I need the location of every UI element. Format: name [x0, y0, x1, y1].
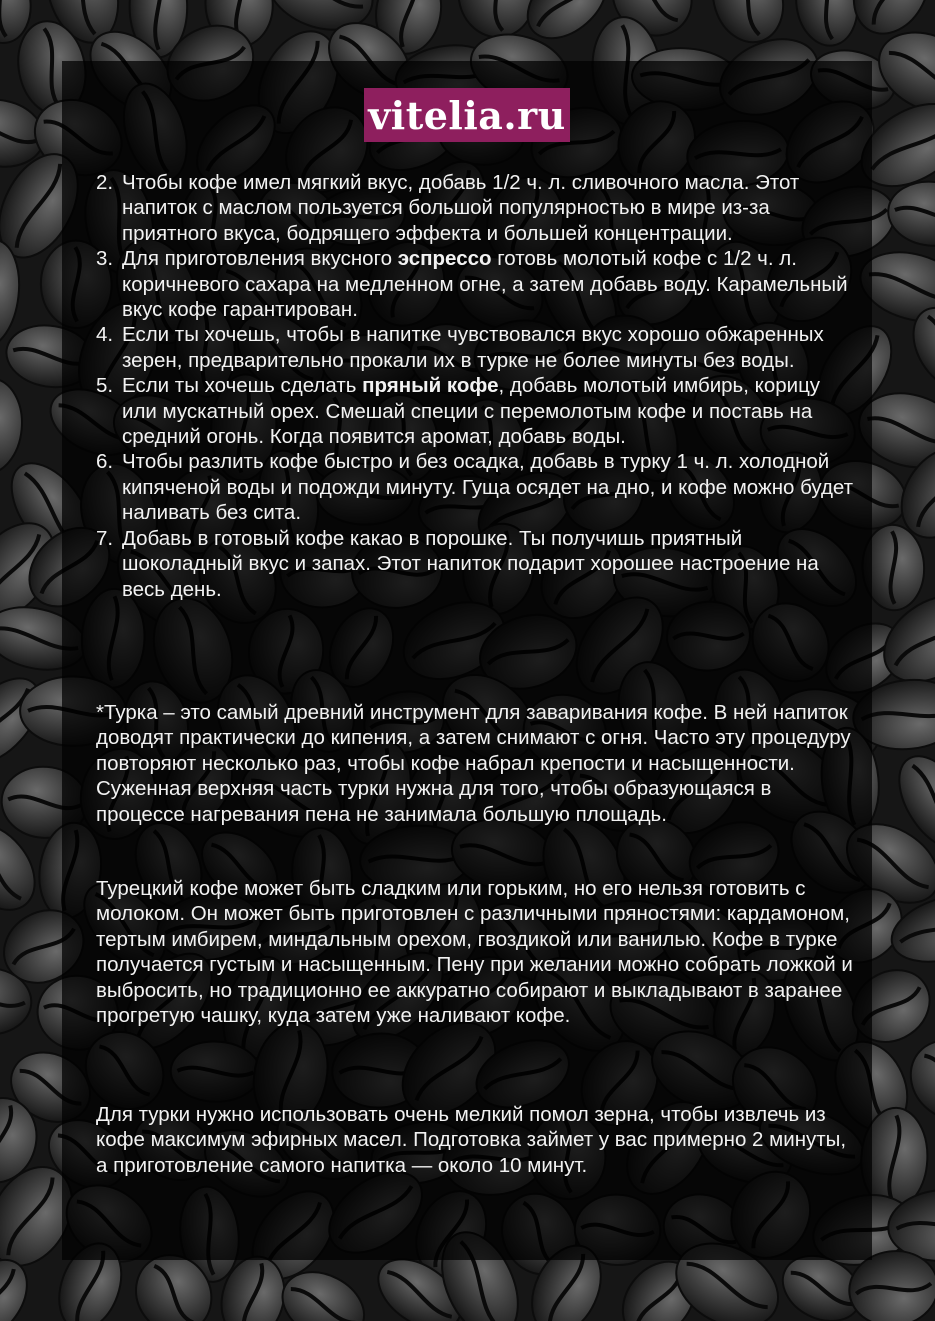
list-item-text: Добавь в готовый кофе какао в порошке. Ты получишь приятный шоколадный вкус и запах. Этот напиток подарит хорошее настроение на весь день. [122, 526, 819, 601]
list-item [96, 526, 856, 602]
grind-paragraph: Для турки нужно использовать очень мелкий помол зерна, чтобы извлечь из кофе максимум эфирных масел. Подготовка займет у вас примерно 2 минуты, а приготовление самого напитка — около 10 минут. [96, 1103, 847, 1177]
tips-list [96, 170, 856, 602]
logo [364, 88, 570, 142]
turkish-coffee-paragraph: Турецкий кофе может быть сладким или горьким, но его нельзя готовить с молоком. Он может быть приготовлен с различными пряностями: кардамоном, тертым имбирем, миндальным орехом, гвоздикой или ванилью. Кофе в турке получается густым и насыщенным. Пену при желании можно собрать ложкой и выбросить, но традиционно ее аккуратно собирают и выкладывают в заранее прогретую чашку, куда затем уже наливают кофе. [96, 877, 853, 1028]
list-item-number: 5. [96, 374, 114, 398]
list-item-text: Если ты хочешь сделать [122, 374, 363, 398]
list-item-number: 2. [96, 171, 114, 194]
logo-text: vitelia.ru [368, 92, 566, 138]
list-item-number: 3. [96, 247, 114, 271]
turka-note-paragraph: *Турка – это самый древний инструмент для заваривания кофе. В ней напиток доводят практически до кипения, а затем снимают с огня. Часто эту процедуру повторяют несколько раз, чтобы кофе набрал крепости и насыщенности. Суженная верхняя часть турки нужна для того, чтобы образующаяся в процессе нагревания пена не занимала большую площадь. [96, 701, 851, 826]
list-item-number: 4. [96, 323, 114, 347]
list-item-number: 6. [96, 450, 114, 474]
list-item-text-end: , добавь молотый имбирь, корицу или мускатный орех. Смешай специи с перемолотым кофе и поставь на средний огонь. Когда появится аромат, добавь воды. [122, 374, 821, 449]
list-item-bold: эспрессо [397, 247, 492, 271]
list-item [96, 449, 856, 525]
list-item [96, 246, 856, 322]
list-item-bold: пряный кофе [362, 374, 499, 398]
list-item [96, 373, 856, 449]
list-item-text: Чтобы разлить кофе быстро и без осадка, добавь в турку 1 ч. л. холодной кипяченой воды и подожди минуту. Гуща осядет на дно, и кофе можно будет наливать без сита. [122, 450, 854, 525]
list-item-text: Для приготовления вкусного [122, 247, 398, 271]
list-item-number: 7. [96, 526, 114, 550]
list-item [96, 170, 856, 246]
list-item-text: Если ты хочешь, чтобы в напитке чувствовался вкус хорошо обжаренных зерен, предварительно прокали их в турке не более минуты без воды. [122, 323, 824, 372]
list-item-text-end: готовь молотый кофе с 1/2 ч. л. коричневого сахара на медленном огне, а затем добавь воду. Карамельный вкус кофе гарантирован. [122, 247, 848, 322]
list-item-text: Чтобы кофе имел мягкий вкус, добавь 1/2 ч. л. сливочного масла. Этот напиток с маслом пользуется большой популярностью в мире из-за приятного вкуса, бодрящего эффекта и большей концентрации. [122, 171, 800, 245]
list-item [96, 322, 856, 373]
